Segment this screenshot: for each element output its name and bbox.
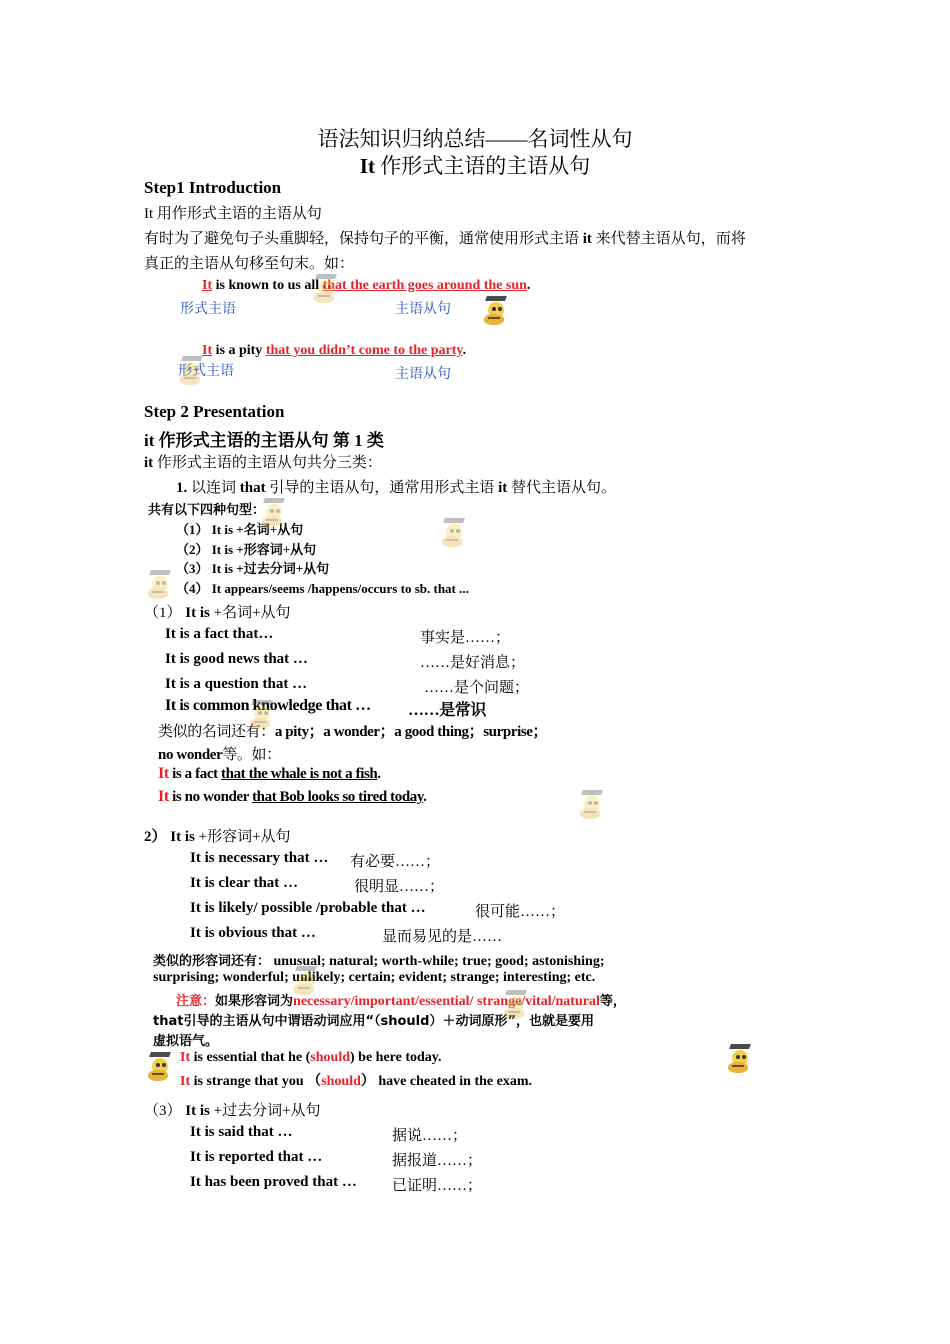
text: （1） [144,605,182,621]
text: ) be here today. [350,1050,442,1065]
patterns-heading: 共有以下四种句型： [148,503,266,518]
similar-adjectives-2: surprising; wonderful; unlikely; certain; evident; strange; interesting; etc. [153,970,596,985]
section3-heading [144,1099,321,1120]
text-that: that [239,480,266,496]
intro-example-2 [202,343,466,359]
text: 等， [599,994,626,1009]
text-it: it [144,455,154,471]
section1-heading [144,601,291,622]
should-word: should [310,1050,350,1065]
phrase-zh: 有必要……； [350,854,441,870]
text: 等。如： [222,745,281,763]
text: 来代替主语从句，而将 [591,231,746,247]
note-line-3: 虚拟语气。 [153,1034,219,1049]
page-title: 语法知识归纳总结——名词性从句 [317,127,633,151]
text-it-is: It is [166,829,199,845]
subject-clause: that the whale is not a fish [221,766,378,782]
bee-teacher-icon [290,966,318,996]
phrase-zh: 据说……； [392,1128,468,1144]
phrase-zh: 很明显……； [354,879,445,895]
text-it-is: It is [181,1103,214,1119]
similar-nouns-2 [158,743,281,764]
text: +形容词+从句 [198,829,291,845]
text: 类似的形容词还有： [153,954,271,969]
formal-subject-it: It [158,788,169,805]
step1-line2 [144,227,746,248]
formal-subject-it: It [202,343,213,358]
formal-subject-it: It [180,1074,191,1089]
noun-list: no wonder [158,747,223,763]
phrase-zh: ……是个问题； [424,680,530,696]
text: 以连词 [187,480,240,496]
text: is a fact [168,766,222,782]
section2-example-2 [180,1070,532,1090]
bee-teacher-icon [438,518,466,548]
text-it: it [498,480,508,496]
text: . [462,343,467,358]
pattern-row: （1） It is +名词+从句 [176,522,304,537]
bee-teacher-icon [500,990,528,1020]
section2-example-1 [180,1050,442,1066]
number: 1. [176,480,188,496]
similar-nouns [158,720,547,741]
bee-teacher-icon [480,296,508,326]
bee-teacher-icon [246,700,274,730]
bee-teacher-icon [176,356,204,386]
intro-example-1 [202,278,530,294]
text: 2） [144,829,167,845]
similar-adjectives [153,950,605,970]
bee-teacher-icon [144,1052,172,1082]
note-line-2: that引导的主语从句中谓语动词应用“（should）＋动词原形”，也就是要用 [153,1014,594,1029]
text: . [423,789,427,805]
note-line-1 [176,990,626,1010]
text: 类似的名词还有： [158,722,275,740]
step1-line1: It 用作形式主语的主语从句 [144,206,322,222]
phrase-zh: 据报道……； [392,1153,483,1169]
phrase-en: It is common knowledge that … [165,697,371,714]
text-it: it [582,231,592,247]
bee-teacher-icon [724,1044,760,1084]
subject-clause: that you didn’t come to the party [265,343,463,358]
text: 引导的主语从句，通常用形式主语 [265,480,499,496]
adjective-list: unusual; natural; worth-while; true; good; astonishing; [270,954,605,969]
phrase-en: It is clear that … [190,875,299,891]
phrase-en: It is a question that … [165,676,308,692]
phrase-zh: ……是好消息； [420,655,526,671]
note-label: 注意： [176,994,216,1009]
pattern-row: （3） It is +过去分词+从句 [176,561,330,576]
phrase-en: It is necessary that … [190,850,329,866]
text: 作形式主语的主语从句共分三类： [153,455,382,471]
phrase-zh: 已证明……； [392,1178,483,1194]
subtitle-it: It [359,154,375,178]
text: （3） [144,1103,182,1119]
text: is essential that he ( [190,1050,311,1065]
step1-line3: 真正的主语从句移至句末。如： [144,256,355,272]
subject-clause-label: 主语从句 [395,301,451,317]
phrase-en: It is a fact that… [165,626,274,642]
text: +名词+从句 [213,605,291,621]
text: ） have cheated in the exam. [360,1074,532,1089]
text: 有时为了避免句子头重脚轻，保持句子的平衡，通常使用形式主语 [144,231,583,247]
formal-subject-it: It [202,278,213,293]
phrase-zh: 事实是……； [420,630,511,646]
noun-list: a pity；a wonder；a good thing；surprise； [274,724,548,740]
text: +过去分词+从句 [213,1103,321,1119]
pattern-row: （4） It appears/seems /happens/occurs to sb. that ... [176,581,469,596]
phrase-zh: 显而易见的是…… [382,929,503,945]
formal-subject-label: 形式主语 [180,301,236,317]
subtitle-rest: 作形式主语的主语从句 [374,154,591,178]
bee-teacher-icon [258,498,286,528]
step2-heading: Step 2 Presentation [144,402,285,421]
section2-heading [144,825,291,846]
formal-subject-it: It [158,765,169,782]
section1-example-1 [158,765,381,783]
text-it-is: It is [181,605,214,621]
phrase-en: It has been proved that … [190,1174,357,1190]
category-1 [176,476,616,497]
phrase-en: It is reported that … [190,1149,323,1165]
formal-subject-label: 形式主语 [178,363,234,379]
subject-clause: that Bob looks so tired today [252,789,424,805]
phrase-en: It is likely/ possible /probable that … [190,900,426,916]
bee-teacher-icon [576,790,604,820]
text: 如果形容词为 [215,994,294,1009]
subject-clause: that the earth goes around the sun [322,278,527,293]
text: is no wonder [168,789,253,805]
phrase-en: It is good news that … [165,651,308,667]
text: 替代主语从句。 [507,480,617,496]
text: is known to us all [212,278,323,293]
phrase-zh: 很可能……； [475,904,566,920]
page-subtitle [0,150,950,180]
phrase-en: It is said that … [190,1124,293,1140]
bee-teacher-icon [144,570,172,600]
step1-heading: Step1 Introduction [144,178,282,197]
text: is a pity [212,343,266,358]
text: . [526,278,531,293]
section1-example-2 [158,788,427,806]
phrase-zh: ……是常识 [408,702,487,719]
phrase-en: It is obvious that … [190,925,316,941]
should-word: should [321,1074,361,1089]
adjective-list: necessary/important/essential/ strange/vital/natural [293,994,600,1009]
formal-subject-it: It [180,1050,191,1065]
text: is strange that you （ [190,1074,322,1089]
bee-teacher-icon [310,274,338,304]
subject-clause-label: 主语从句 [395,366,451,382]
step2-intro [144,451,382,472]
step2-subheading: it 作形式主语的主语从句 第 1 类 [144,431,384,450]
pattern-row: （2） It is +形容词+从句 [176,542,317,557]
text: . [377,766,381,782]
